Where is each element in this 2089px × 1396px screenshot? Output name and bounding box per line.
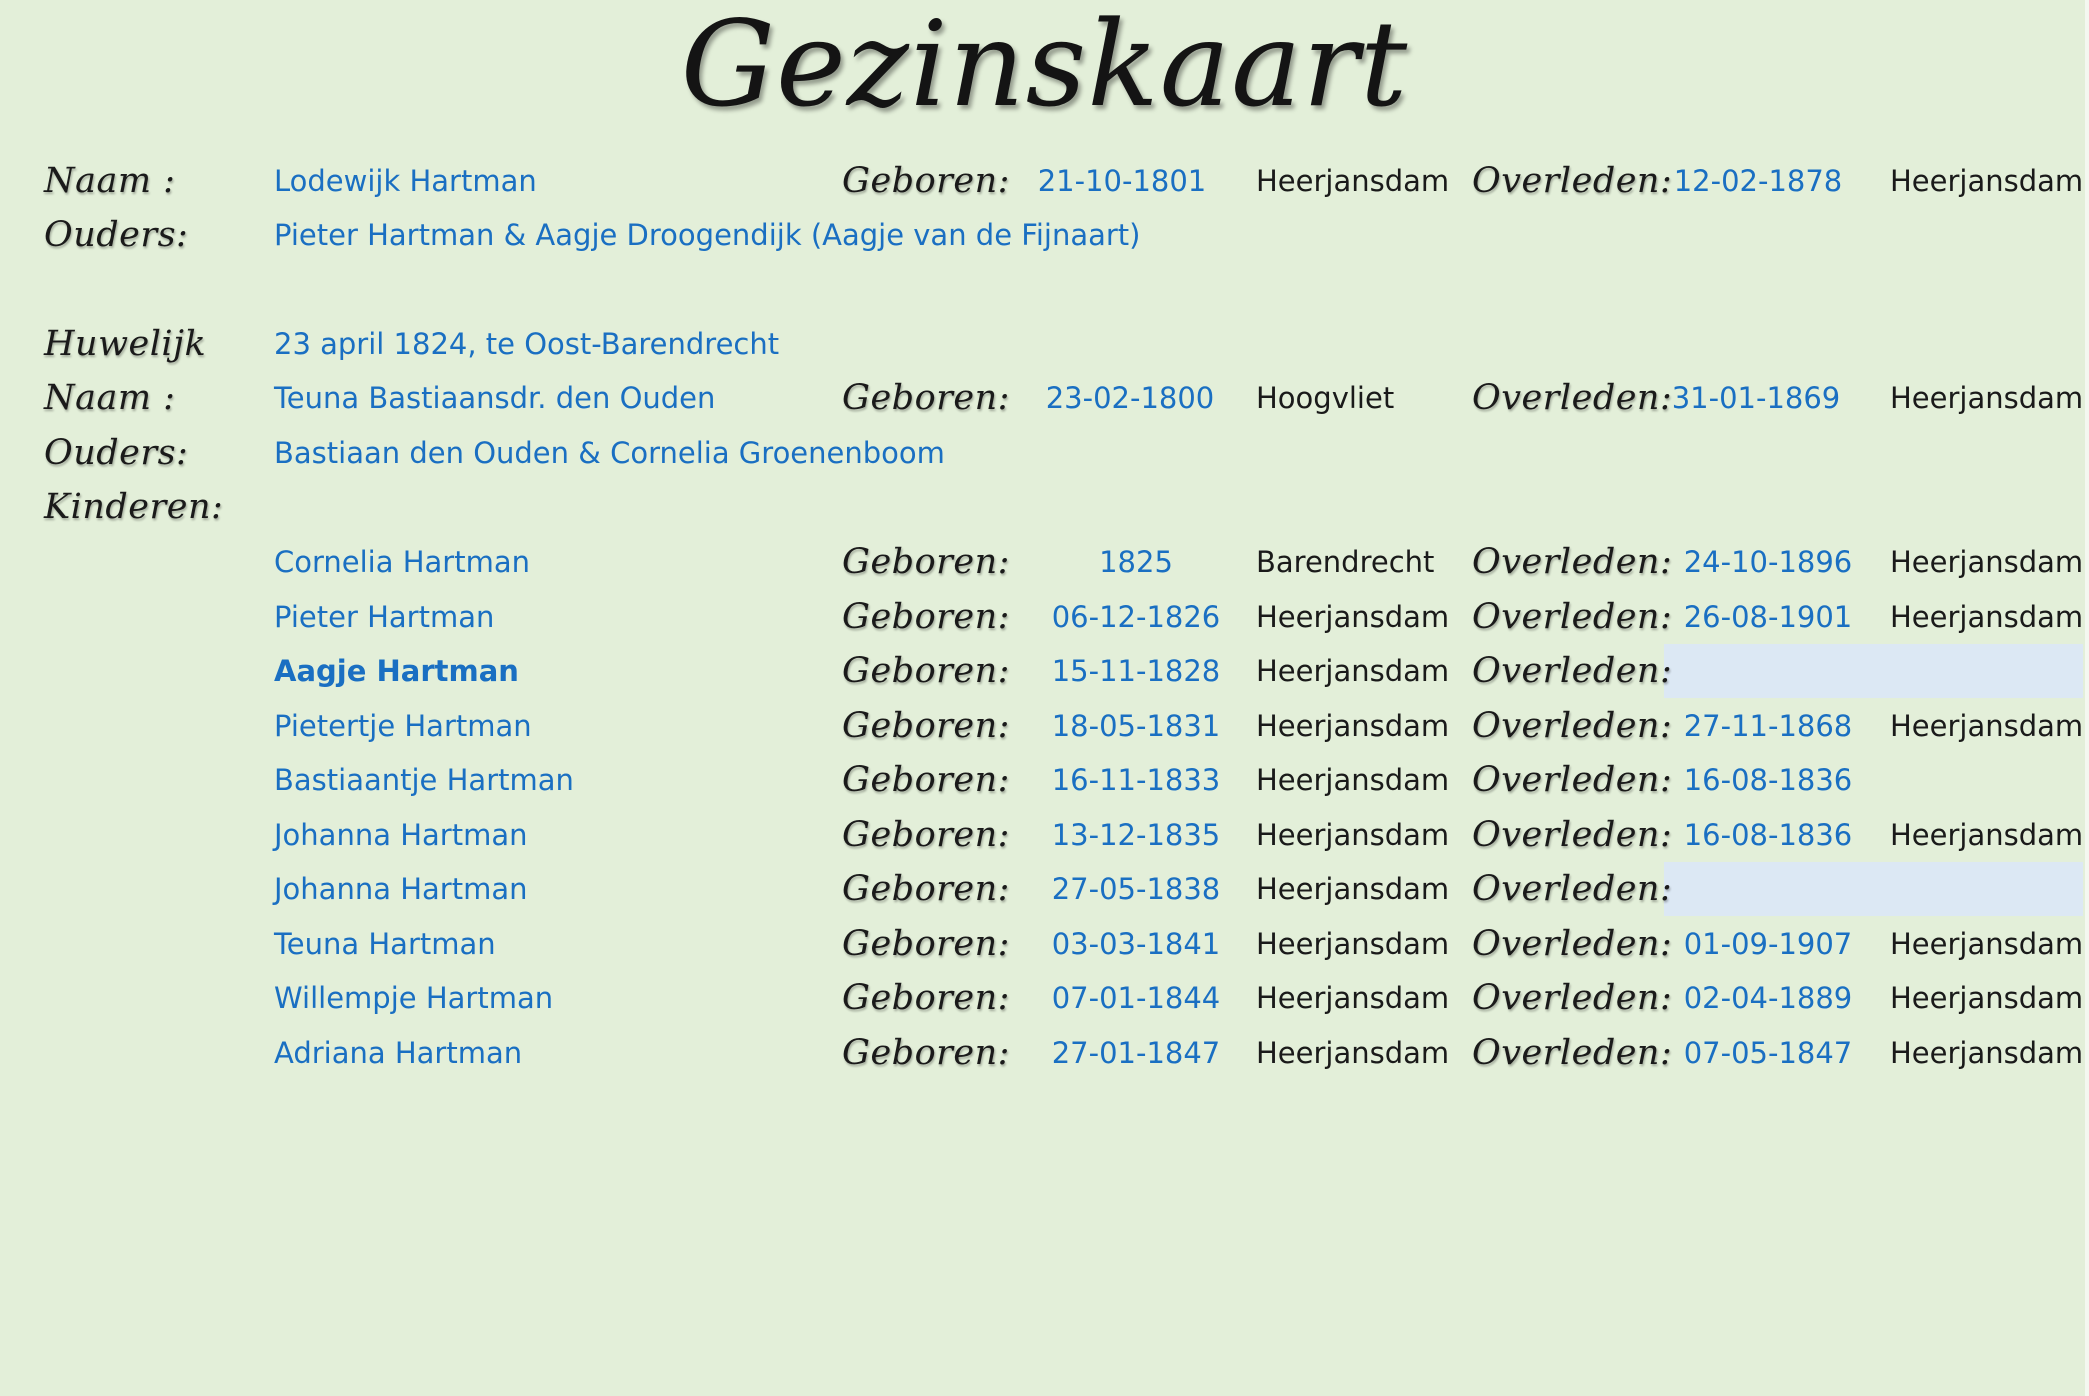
label-ouders-wife: Ouders: bbox=[44, 433, 189, 473]
label-overleden: Overleden: bbox=[1472, 1033, 1673, 1073]
child-born-date: 13-12-1835 bbox=[1051, 818, 1221, 852]
child-died-date: 26-08-1901 bbox=[1683, 600, 1853, 634]
child-born-date: 07-01-1844 bbox=[1051, 981, 1221, 1015]
child-born-date: 15-11-1828 bbox=[1051, 654, 1221, 688]
child-born-date: 1825 bbox=[1099, 545, 1173, 579]
husband-name: Lodewijk Hartman bbox=[274, 164, 537, 198]
child-name: Johanna Hartman bbox=[274, 872, 528, 906]
wife-born-place: Hoogvliet bbox=[1256, 381, 1395, 415]
label-geboren: Geboren: bbox=[842, 542, 1010, 582]
label-geboren: Geboren: bbox=[842, 597, 1010, 637]
label-overleden: Overleden: bbox=[1472, 978, 1673, 1018]
label-geboren: Geboren: bbox=[842, 815, 1010, 855]
child-died-place: Heerjansdam bbox=[1890, 981, 2084, 1015]
child-died-date bbox=[1676, 644, 1860, 698]
child-born-date: 03-03-1841 bbox=[1051, 927, 1221, 961]
label-geboren: Geboren: bbox=[842, 1033, 1010, 1073]
husband-parents: Pieter Hartman & Aagje Droogendijk (Aagje van de Fijnaart) bbox=[274, 218, 1141, 252]
child-born-date: 06-12-1826 bbox=[1051, 600, 1221, 634]
marriage-details: 23 april 1824, te Oost-Barendrecht bbox=[274, 327, 780, 361]
label-overleden: Overleden: bbox=[1472, 597, 1673, 637]
label-overleden: Overleden: bbox=[1472, 542, 1673, 582]
husband-born-place: Heerjansdam bbox=[1256, 164, 1450, 198]
page-title: Gezinskaart bbox=[680, 0, 1409, 133]
label-naam-wife: Naam : bbox=[44, 378, 176, 418]
husband-died-date: 12-02-1878 bbox=[1673, 164, 1843, 198]
page-edge bbox=[2085, 0, 2089, 1396]
label-ouders-husband: Ouders: bbox=[44, 215, 189, 255]
label-geboren-husband: Geboren: bbox=[842, 161, 1010, 201]
child-died-date: 27-11-1868 bbox=[1683, 709, 1853, 743]
child-died-place: Heerjansdam bbox=[1890, 545, 2084, 579]
label-geboren: Geboren: bbox=[842, 869, 1010, 909]
child-died-place: Heerjansdam bbox=[1890, 709, 2084, 743]
child-born-place: Heerjansdam bbox=[1256, 927, 1450, 961]
child-died-place: Heerjansdam bbox=[1890, 818, 2084, 852]
wife-born-date: 23-02-1800 bbox=[1045, 381, 1215, 415]
child-name: Johanna Hartman bbox=[274, 818, 528, 852]
child-born-place: Heerjansdam bbox=[1256, 709, 1450, 743]
child-died-date: 24-10-1896 bbox=[1683, 545, 1853, 579]
child-died-place: Heerjansdam bbox=[1890, 927, 2084, 961]
label-geboren: Geboren: bbox=[842, 978, 1010, 1018]
husband-born-date: 21-10-1801 bbox=[1037, 164, 1207, 198]
label-overleden: Overleden: bbox=[1472, 869, 1673, 909]
wife-name: Teuna Bastiaansdr. den Ouden bbox=[274, 381, 716, 415]
child-born-place: Heerjansdam bbox=[1256, 600, 1450, 634]
label-geboren: Geboren: bbox=[842, 651, 1010, 691]
child-name: Cornelia Hartman bbox=[274, 545, 531, 579]
child-name: Willempje Hartman bbox=[274, 981, 554, 1015]
label-overleden: Overleden: bbox=[1472, 924, 1673, 964]
child-died-date bbox=[1676, 862, 1860, 916]
child-born-place: Heerjansdam bbox=[1256, 654, 1450, 688]
child-name: Teuna Hartman bbox=[274, 927, 496, 961]
wife-died-place: Heerjansdam bbox=[1890, 381, 2084, 415]
child-born-date: 27-05-1838 bbox=[1051, 872, 1221, 906]
label-overleden-husband: Overleden: bbox=[1472, 161, 1673, 201]
child-born-date: 16-11-1833 bbox=[1051, 763, 1221, 797]
label-geboren-wife: Geboren: bbox=[842, 378, 1010, 418]
label-kinderen: Kinderen: bbox=[44, 487, 224, 527]
child-born-place: Heerjansdam bbox=[1256, 763, 1450, 797]
child-died-date: 16-08-1836 bbox=[1683, 818, 1853, 852]
child-name: Adriana Hartman bbox=[274, 1036, 523, 1070]
child-born-date: 27-01-1847 bbox=[1051, 1036, 1221, 1070]
label-geboren: Geboren: bbox=[842, 706, 1010, 746]
label-naam-husband: Naam : bbox=[44, 161, 176, 201]
child-name: Aagje Hartman bbox=[274, 654, 519, 688]
wife-died-date: 31-01-1869 bbox=[1671, 381, 1841, 415]
child-born-place: Heerjansdam bbox=[1256, 872, 1450, 906]
label-overleden: Overleden: bbox=[1472, 706, 1673, 746]
child-died-place: Heerjansdam bbox=[1890, 600, 2084, 634]
wife-parents: Bastiaan den Ouden & Cornelia Groenenboom bbox=[274, 436, 945, 470]
child-died-place: Heerjansdam bbox=[1890, 1036, 2084, 1070]
label-overleden: Overleden: bbox=[1472, 651, 1673, 691]
child-born-place: Heerjansdam bbox=[1256, 818, 1450, 852]
label-overleden-wife: Overleden: bbox=[1472, 378, 1673, 418]
label-geboren: Geboren: bbox=[842, 924, 1010, 964]
child-died-date: 07-05-1847 bbox=[1683, 1036, 1853, 1070]
label-huwelijk: Huwelijk bbox=[44, 324, 207, 364]
label-overleden: Overleden: bbox=[1472, 760, 1673, 800]
child-born-place: Heerjansdam bbox=[1256, 981, 1450, 1015]
child-died-date: 16-08-1836 bbox=[1683, 763, 1853, 797]
child-name: Bastiaantje Hartman bbox=[274, 763, 574, 797]
label-geboren: Geboren: bbox=[842, 760, 1010, 800]
label-overleden: Overleden: bbox=[1472, 815, 1673, 855]
child-born-place: Barendrecht bbox=[1256, 545, 1435, 579]
husband-died-place: Heerjansdam bbox=[1890, 164, 2084, 198]
child-died-date: 02-04-1889 bbox=[1683, 981, 1853, 1015]
child-name: Pieter Hartman bbox=[274, 600, 495, 634]
child-born-place: Heerjansdam bbox=[1256, 1036, 1450, 1070]
child-born-date: 18-05-1831 bbox=[1051, 709, 1221, 743]
child-name: Pietertje Hartman bbox=[274, 709, 532, 743]
child-died-date: 01-09-1907 bbox=[1683, 927, 1853, 961]
